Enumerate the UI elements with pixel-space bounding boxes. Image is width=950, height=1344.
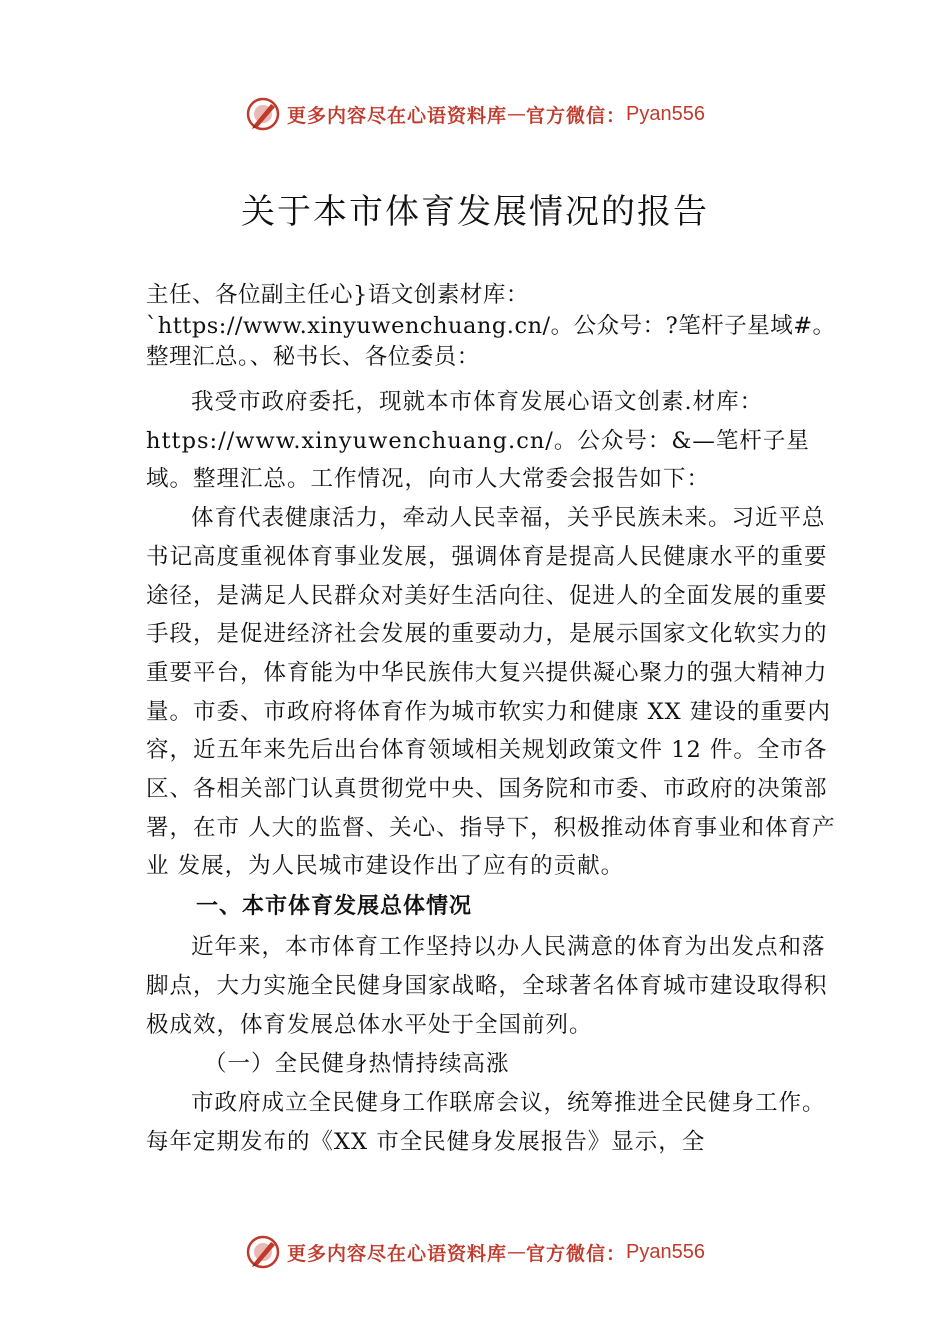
subsection-heading: （一）全民健身热情持续高涨 [204, 1051, 510, 1078]
watermark-brand: 更多内容尽在心语资料库 [287, 104, 508, 127]
watermark-banner-top [0, 94, 950, 134]
watermark-separator: — [507, 103, 527, 125]
paragraph-intro: 我受市政府委托，现就本市体育发展心语文创素.材库：https://www.xinyuwenchuang.cn/。公众号：&—笔杆子星域。整理汇总。工作情况，向市人大常委会报告如下： [146, 389, 810, 493]
watermark-separator: — [507, 1241, 527, 1263]
paragraph-section-intro: 近年来，本市体育工作坚持以办人民满意的体育为出发点和落脚点，大力实施全民健身国家战略，全球著名体育城市建设取得积极成效，体育发展总体水平处于全国前列。 [146, 934, 828, 1038]
watermark-account: Pyan556 [626, 102, 705, 125]
watermark-account: Pyan556 [626, 1240, 705, 1263]
watermark-brand: 更多内容尽在心语资料库 [287, 1242, 508, 1265]
paragraph-fitness: 市政府成立全民健身工作联席会议，统筹推进全民健身工作。每年定期发布的《XX 市全民健身发展报告》显示，全 [146, 1090, 826, 1155]
document-title: 关于本市体育发展情况的报告 [241, 192, 709, 232]
watermark-official-label: 官方微信： [526, 1242, 627, 1265]
section-heading: 一、本市体育发展总体情况 [196, 894, 473, 920]
pen-seal-icon [245, 96, 281, 132]
document-body [146, 280, 836, 1162]
paragraph-overview: 体育代表健康活力，牵动人民幸福，关乎民族未来。习近平总书记高度重视体育事业发展，强调体育是提高人民健康水平的重要途径，是满足人民群众对美好生活向往、促进人的全面发展的重要手段，是促进经济社会发展的重要动力，是展示国家文化软实力的重要平台，体育能为中华民族伟大复兴提供凝心聚力的强大精神力量。市委、市政府将体育作为城市软实力和健康 XX 建设的重要内容，近五年来先后出台体育领域相关规划政策文件 12 件。全市各区、各相关部门认真贯彻党中央、国务院和市委、市政府的决策部署，在市 人大的监督、关心、指导下，积极推动体育事业和体育产业 发展，为人民城市建设作出了应有的贡献。 [146, 505, 836, 880]
pen-seal-icon [245, 1234, 281, 1270]
watermark-banner-bottom [0, 1232, 950, 1272]
watermark-official-label: 官方微信： [526, 104, 627, 127]
salutation: 主任、各位副主任心}语文创素材库：`https://www.xinyuwenchuang.cn/。公众号：?笔杆子星域#。整理汇总。、秘书长、各位委员： [146, 282, 836, 370]
